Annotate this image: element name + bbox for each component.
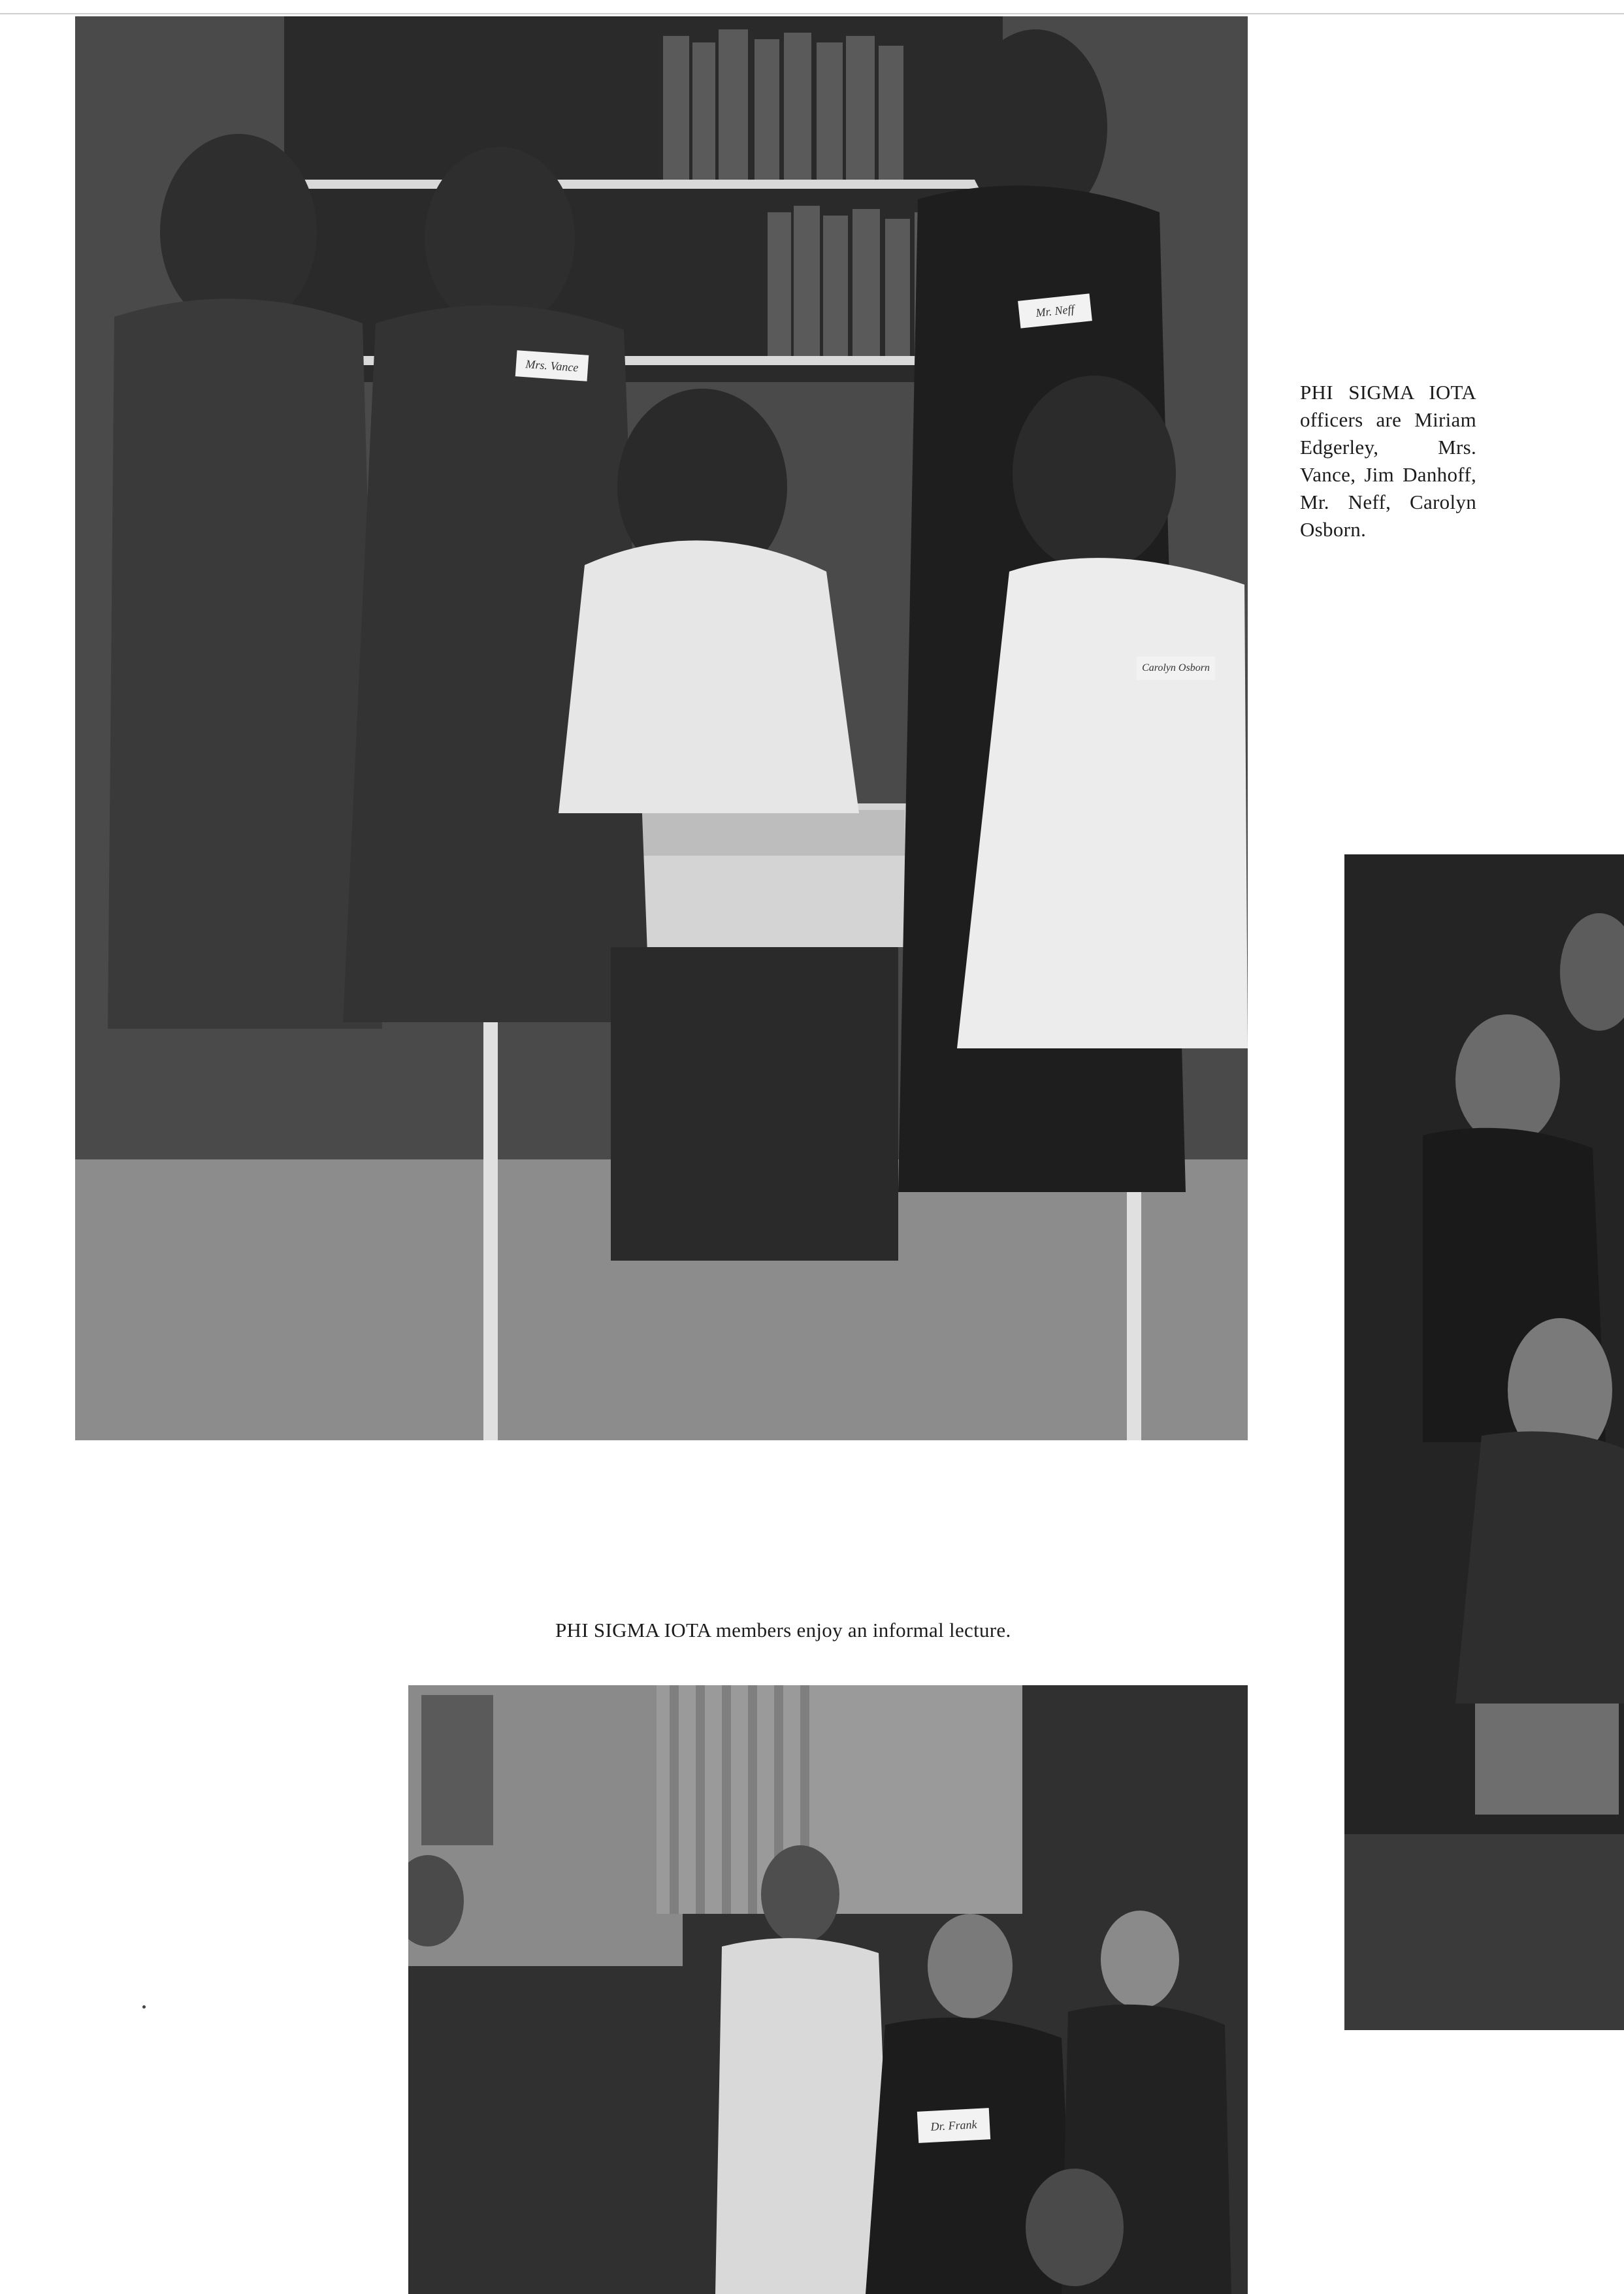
scan-speck [142, 2005, 146, 2009]
scan-edge-line [0, 13, 1624, 14]
name-tag-frank: Dr. Frank [917, 2108, 990, 2143]
officers-caption: PHI SIGMA IOTA officers are Miriam Edgerley, Mrs. Vance, Jim Danhoff, Mr. Neff, Carolyn Osborn. [1300, 381, 1476, 541]
members-caption: PHI SIGMA IOTA members enjoy an informal lecture. [555, 1619, 1011, 1641]
name-tag-osborn: Carolyn Osborn [1137, 656, 1215, 680]
name-tag-neff: Mr. Neff [1018, 293, 1092, 328]
officers-photo [75, 16, 1248, 1440]
side-photo [1344, 854, 1624, 2030]
lecture-photo [408, 1685, 1248, 2294]
name-tag-vance: Mrs. Vance [515, 350, 589, 381]
